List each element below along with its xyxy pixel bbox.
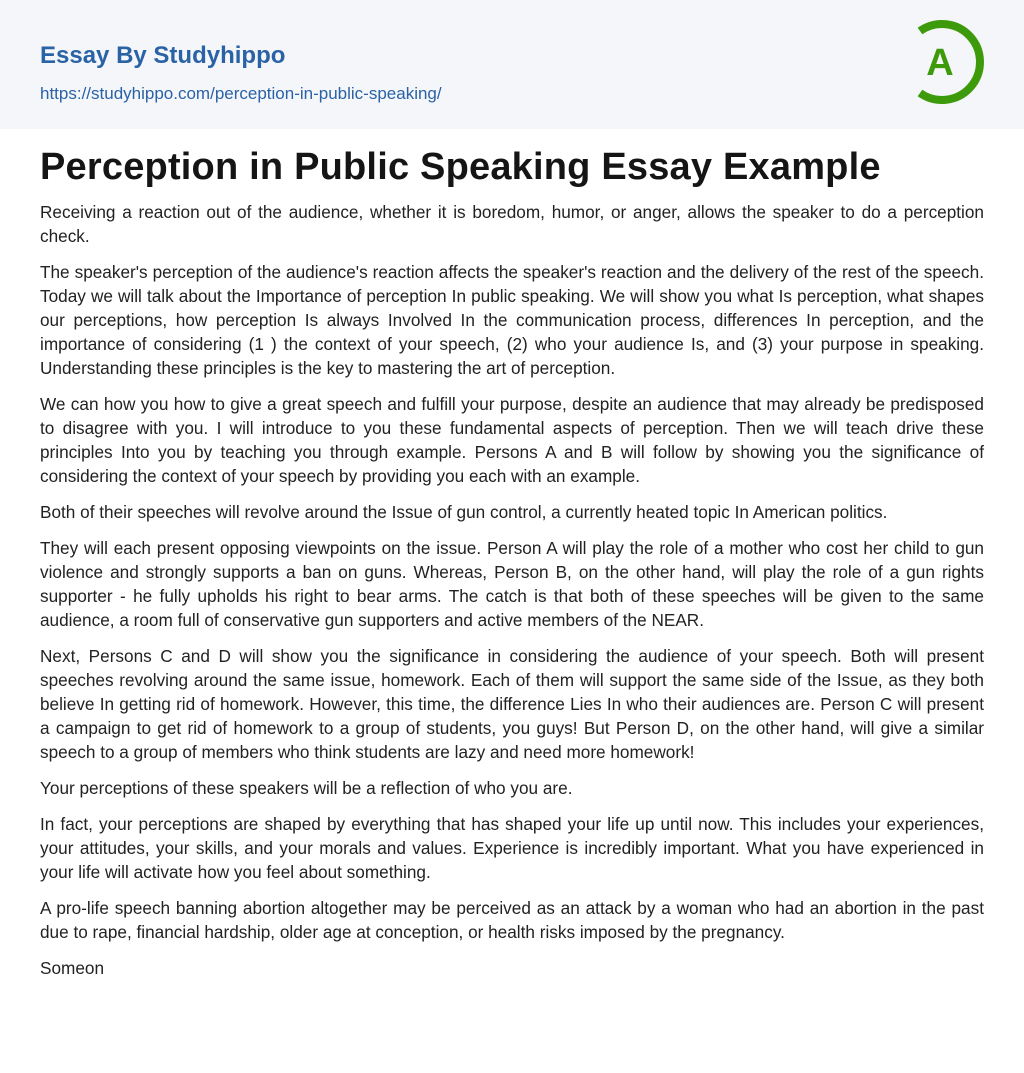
paragraph: Next, Persons C and D will show you the significance in considering the audience of your speech. Both will present speeches revolving around the same issue, homework. Each of them will support the same side of the Issue, as they both believe In getting rid of homework. However, this time, the difference Lies In who their audiences are. Person C will present a campaign to get rid of homework to a group of students, you guys! But Person D, on the other hand, will give a similar speech to a group of members who think students are lazy and need more homework!: [40, 646, 984, 762]
paragraph: Your perceptions of these speakers will be a reflection of who you are.: [40, 778, 573, 798]
essay-body: [40, 200, 984, 992]
paragraph: Receiving a reaction out of the audience, whether it is boredom, humor, or anger, allows the speaker to do a perception check.: [40, 202, 984, 246]
paragraph-truncated: Someon: [40, 958, 105, 978]
paragraph: A pro-life speech banning abortion altogether may be perceived as an attack by a woman who had an abortion in the past due to rape, financial hardship, older age at conception, or health risks imposed by the pregnancy.: [40, 898, 984, 942]
logo-letter: A: [926, 42, 954, 84]
brand-title: Essay By Studyhippo: [40, 42, 286, 69]
paragraph: Both of their speeches will revolve around the Issue of gun control, a currently heated topic In American politics.: [40, 502, 888, 522]
essay-url-link[interactable]: https://studyhippo.com/perception-in-public-speaking/: [40, 84, 442, 103]
paragraph: They will each present opposing viewpoints on the issue. Person A will play the role of a mother who cost her child to gun violence and strongly supports a ban on guns. Whereas, Person B, on the other hand, will play the role of a gun rights supporter - he fully upholds his right to bear arms. The catch is that both of these speeches will be given to the same audience, a room full of conservative gun supporters and active members of the NEAR.: [40, 538, 984, 630]
paragraph: In fact, your perceptions are shaped by everything that has shaped your life up until now. This includes your experiences, your attitudes, your skills, and your morals and values. Experience is incredibly important. What you have experienced in your life will activate how you feel about something.: [40, 814, 984, 882]
paragraph: The speaker's perception of the audience's reaction affects the speaker's reaction and the delivery of the rest of the speech. Today we will talk about the Importance of perception In public speaking. We will show you what Is perception, what shapes our perceptions, how perception Is always Involved In the communication process, differences In perception, and the importance of considering (1 ) the context of your speech, (2) who your audience Is, and (3) your purpose in speaking. Understanding these principles is the key to mastering the art of perception.: [40, 262, 984, 378]
studyhippo-logo-icon[interactable]: [912, 19, 986, 105]
paragraph: We can how you how to give a great speech and fulfill your purpose, despite an audience that may already be predisposed to disagree with you. I will introduce to you these fundamental aspects of perception. Then we will teach drive these principles Into you by teaching you through example. Persons A and B will follow by showing you the significance of considering the context of your speech by providing you each with an example.: [40, 394, 984, 486]
page-title: Perception in Public Speaking Essay Example: [40, 146, 881, 188]
